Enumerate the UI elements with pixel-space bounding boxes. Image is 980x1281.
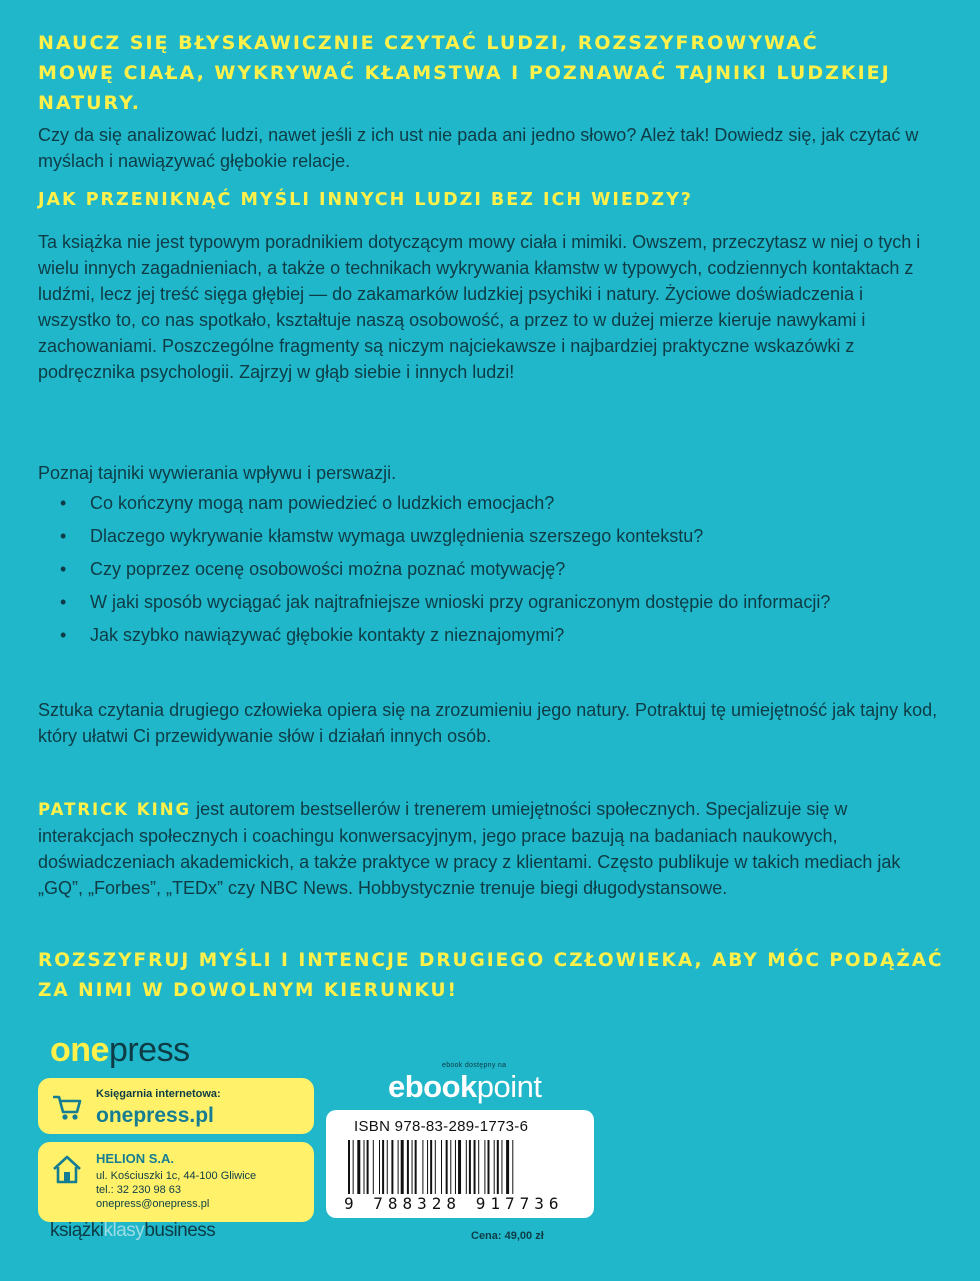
barcode-bar bbox=[348, 1140, 350, 1194]
barcode-bar bbox=[458, 1140, 461, 1194]
bullet-item: • W jaki sposób wyciągać jak najtrafniejsze wnioski przy ograniczonym dostępie do informacji? bbox=[60, 589, 860, 615]
barcode-bar bbox=[466, 1140, 467, 1194]
barcode-bar bbox=[415, 1140, 417, 1194]
list-intro: Poznaj tajniki wywierania wpływu i perswazji. bbox=[38, 463, 397, 483]
barcode-bar bbox=[364, 1140, 365, 1194]
onepress-logo: onepress bbox=[50, 1031, 190, 1069]
barcode-bar bbox=[407, 1140, 409, 1194]
headline: NAUCZ SIĘ BŁYSKAWICZNIE CZYTAĆ LUDZI, ROZSZYFROWYWAĆ MOWĘ CIAŁA, WYKRYWAĆ KŁAMSTWA I POZNAWAĆ TAJNIKI LUDZKIEJ NATURY. bbox=[38, 32, 891, 114]
author-bio: jest autorem bestsellerów i trenerem umiejętności społecznych. Specjalizuje się w interakcjach społecznych i coachingu konwersacyjnym, jego prace bazują na badaniach naukowych, doświadczeniach akademickich, a także praktyce w pracy z klientami. Często publikuje w takich mediach jak „GQ”, „Forbes”, „TEDx” czy NBC News. Hobbystycznie trenuje biegi długodystansowe. bbox=[38, 799, 901, 898]
barcode-bar bbox=[506, 1140, 509, 1194]
bookstore-url[interactable]: onepress.pl bbox=[96, 1104, 214, 1127]
barcode-image bbox=[348, 1140, 572, 1194]
isbn-text: ISBN 978-83-289-1773-6 bbox=[354, 1118, 529, 1135]
barcode-bar bbox=[367, 1140, 369, 1194]
barcode-bar bbox=[398, 1140, 399, 1194]
barcode-bar bbox=[512, 1140, 513, 1194]
barcode-bar bbox=[401, 1140, 404, 1194]
bullet-list bbox=[60, 490, 860, 655]
bullet-item: • Jak szybko nawiązywać głębokie kontakty z nieznajomymi? bbox=[60, 622, 860, 648]
price-label: Cena: 49,00 zł bbox=[471, 1230, 544, 1242]
bullet-item: • Co kończyny mogą nam powiedzieć o ludzkich emocjach? bbox=[60, 490, 860, 516]
barcode-bar bbox=[391, 1140, 393, 1194]
publisher-name: HELION S.A. bbox=[96, 1151, 175, 1166]
barcode-bar bbox=[387, 1140, 388, 1194]
barcode-digits: 9 788328 917736 bbox=[344, 1194, 564, 1213]
barcode-bar bbox=[494, 1140, 495, 1194]
barcode-bar bbox=[422, 1140, 423, 1194]
shopping-cart-icon bbox=[50, 1090, 84, 1124]
barcode-bar bbox=[488, 1140, 490, 1194]
bullet-item: • Dlaczego wykrywanie kłamstw wymaga uwzględnienia szerszego kontekstu? bbox=[60, 523, 860, 549]
barcode-bar bbox=[435, 1140, 436, 1194]
barcode-bar bbox=[484, 1140, 485, 1194]
publisher-email[interactable]: onepress@onepress.pl bbox=[96, 1198, 210, 1210]
barcode-bar bbox=[382, 1140, 384, 1194]
body-paragraph: Ta książka nie jest typowym poradnikiem dotyczącym mowy ciała i mimiki. Owszem, przeczytasz w niej o tych i wielu innych zagadnieniach, a także o technikach wykrywania kłamstw w typowych, codziennych kontaktach z ludźmi, lecz jej treść sięga głębiej — do zakamarków ludzkiej psychiki i natury. Życiowe doświadczenia i wszystko to, co nas spotkało, kształtuje naszą osobowość, a przez to w dużej mierze kieruje nawykami i zachowaniami. Poszczególne fragmenty są niczym najciekawsze i najbardziej praktyczne wskazówki z podręcznika psychologii. Zajrzyj w głąb siebie i innych ludzi! bbox=[38, 232, 921, 382]
question-heading: JAK PRZENIKNĄĆ MYŚLI INNYCH LUDZI BEZ ICH WIEDZY? bbox=[38, 190, 693, 210]
intro-paragraph: Czy da się analizować ludzi, nawet jeśli z ich ust nie pada ani jedno słowo? Ależ tak! Dowiedz się, jak czytać w myślach i nawiązywać głębokie relacje. bbox=[38, 125, 919, 171]
barcode-bar bbox=[412, 1140, 413, 1194]
closing-heading: ROZSZYFRUJ MYŚLI I INTENCJE DRUGIEGO CZŁOWIEKA, ABY MÓC PODĄŻAĆ ZA NIMI W DOWOLNYM KIERUNKU! bbox=[38, 950, 944, 1001]
barcode-bar bbox=[469, 1140, 471, 1194]
home-icon bbox=[50, 1152, 84, 1186]
barcode-bar bbox=[474, 1140, 476, 1194]
bookstore-label: Księgarnia internetowa: bbox=[96, 1088, 221, 1100]
barcode-bar bbox=[430, 1140, 432, 1194]
barcode-bar bbox=[379, 1140, 380, 1194]
publisher-address-box bbox=[38, 1142, 314, 1222]
publisher-street: ul. Kościuszki 1c, 44-100 Gliwice bbox=[96, 1170, 257, 1182]
barcode-bar bbox=[353, 1140, 354, 1194]
barcode-bar bbox=[497, 1140, 499, 1194]
barcode-bar bbox=[446, 1140, 448, 1194]
barcode-bar bbox=[478, 1140, 479, 1194]
closing-paragraph: Sztuka czytania drugiego człowieka opiera się na zrozumieniu jego natury. Potraktuj tę umiejętność jak tajny kod, który ułatwi Ci przewidywanie słów i działań innych osób. bbox=[38, 700, 938, 746]
barcode-bar bbox=[373, 1140, 374, 1194]
publisher-phone: tel.: 32 230 98 63 bbox=[96, 1184, 182, 1196]
barcode-bar bbox=[441, 1140, 442, 1194]
series-logo: książkiklasybusiness bbox=[50, 1220, 216, 1241]
bullet-item: • Czy poprzez ocenę osobowości można poznać motywację? bbox=[60, 556, 860, 582]
barcode-bar bbox=[455, 1140, 456, 1194]
barcode-panel bbox=[326, 1110, 594, 1218]
barcode-bar bbox=[501, 1140, 502, 1194]
barcode-bar bbox=[427, 1140, 428, 1194]
barcode-bar bbox=[357, 1140, 360, 1194]
author-bio-paragraph bbox=[38, 796, 938, 901]
ebook-partner-tagline: ebook dostępny na bbox=[442, 1062, 507, 1069]
barcode-bar bbox=[450, 1140, 451, 1194]
author-name: PATRICK KING bbox=[38, 800, 192, 819]
bookstore-box[interactable] bbox=[38, 1078, 314, 1134]
ebookpoint-logo: ebookpoint bbox=[388, 1069, 542, 1104]
